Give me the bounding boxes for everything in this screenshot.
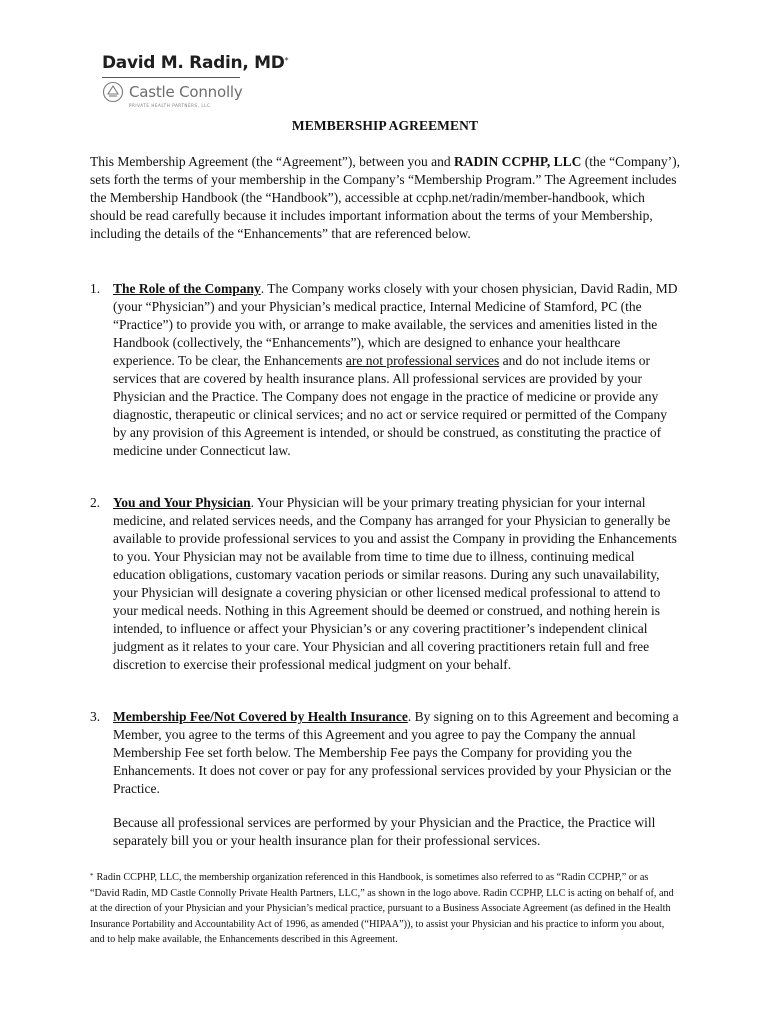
logo-physician-name <box>102 52 289 74</box>
section-heading: The Role of the Company <box>113 281 261 296</box>
logo-footnote-mark: * <box>284 56 289 65</box>
section-role-of-company <box>90 280 680 460</box>
intro-text-2: (the “Company’), sets forth the terms of your membership in the Company’s “Membership Program.” The Agreement includes the Membership Handbook (the “Handbook”), accessible at ccphp.net/radin/member-handbook, which should be read carefully because it includes important information about the terms of your Membership, including the details of the “Enhancements” that are referenced below. <box>90 154 680 241</box>
logo-brand-text: Castle Connolly <box>129 83 243 101</box>
footnote-mark: * <box>90 872 94 880</box>
castle-connolly-emblem-icon <box>102 81 124 103</box>
logo-divider <box>102 77 240 78</box>
section-heading: You and Your Physician <box>113 495 251 510</box>
intro-text-1: This Membership Agreement (the “Agreement”), between you and <box>90 154 454 169</box>
intro-paragraph <box>90 153 680 243</box>
section-text-1: . Your Physician will be your primary treating physician for your internal medicine, and related services needs, and the Company has arranged for your Physician to generally be available to provide professional services to you and assist the Company in providing the Enhancements to you. Your Physician may not be available from time to time due to illness, continuing medical education obligations, customary vacation periods or similar reasons. During any such unavailability, your Physician will designate a covering physician or other licensed medical professional to attend to your medical needs. Nothing in this Agreement should be deemed or construed, and nothing herein is intended, to influence or affect your Physician’s or any covering practitioner’s independent clinical judgment as it relates to your care. Your Physician and all covering practitioners retain full and free discretion to exercise their professional medical judgment on your behalf. <box>113 495 677 672</box>
footnote <box>90 870 680 948</box>
section-underlined-text: are not professional services <box>345 353 500 368</box>
logo-brand-subtitle: PRIVATE HEALTH PARTNERS, LLC <box>129 103 211 108</box>
logo-name-text: David M. Radin, MD <box>102 53 285 73</box>
company-logo <box>102 52 289 108</box>
section-number: 2. <box>90 495 101 510</box>
section-text-2: and do not include items or services that are covered by health insurance plans. All professional services are provided by your Physician and the Practice. The Company does not engage in the practice of medicine or provide any diagnostic, therapeutic or clinical services; and no act or service required or permitted of the Company by any provision of this Agreement is intended, or should be construed, as constituting the practice of medicine under Connecticut law. <box>113 353 668 458</box>
footnote-text: Radin CCPHP, LLC, the membership organization referenced in this Handbook, is sometimes also referred to as “Radin CCPHP,” or as “David Radin, MD Castle Connolly Private Health Partners, LLC,” as shown in the logo above. Radin CCPHP, LLC is acting on behalf of, and at the direction of your Physician and your Physician’s medical practice, pursuant to a Business Associate Agreement (as defined in the Health Insurance Portability and Accountability Act of 1996, as amended (“HIPAA”)), to assist your Physician and his practice to inform you about, and to help make available, the Enhancements described in this Agreement. <box>90 872 674 945</box>
document-title: MEMBERSHIP AGREEMENT <box>291 118 479 133</box>
logo-brand <box>102 81 262 103</box>
section-number: 1. <box>90 281 101 296</box>
section-membership-fee-note: Because all professional services are performed by your Physician and the Practice, the Practice will separately bill you or your health insurance plan for their professional services. <box>113 815 656 848</box>
section-you-and-your-physician <box>90 494 680 674</box>
section-body <box>113 280 680 460</box>
section-text-1: . By signing on to this Agreement and becoming a Member, you agree to the terms of this Agreement and you agree to pay the Company the annual Membership Fee set forth below. The Membership Fee pays the Company for providing you the Enhancements. It does not cover or pay for any professional services provided by your Physician or the Practice. <box>113 709 679 796</box>
section-membership-fee <box>90 708 680 798</box>
section-body <box>113 708 680 798</box>
company-name: RADIN CCPHP, LLC <box>454 154 582 169</box>
section-number: 3. <box>90 709 101 724</box>
section-body <box>113 494 680 674</box>
section-heading: Membership Fee/Not Covered by Health Insurance <box>113 709 408 724</box>
section-text-1: . The Company works closely with your chosen physician, David Radin, MD (your “Physician”) and your Physician’s medical practice, Internal Medicine of Stamford, PC (the “Practice”) to provide you with, or arrange to make available, the services and amenities listed in the Handbook (collectively, the “Enhancements”), which are designed to enhance your healthcare experience. To be clear, the Enhancements <box>113 281 678 368</box>
